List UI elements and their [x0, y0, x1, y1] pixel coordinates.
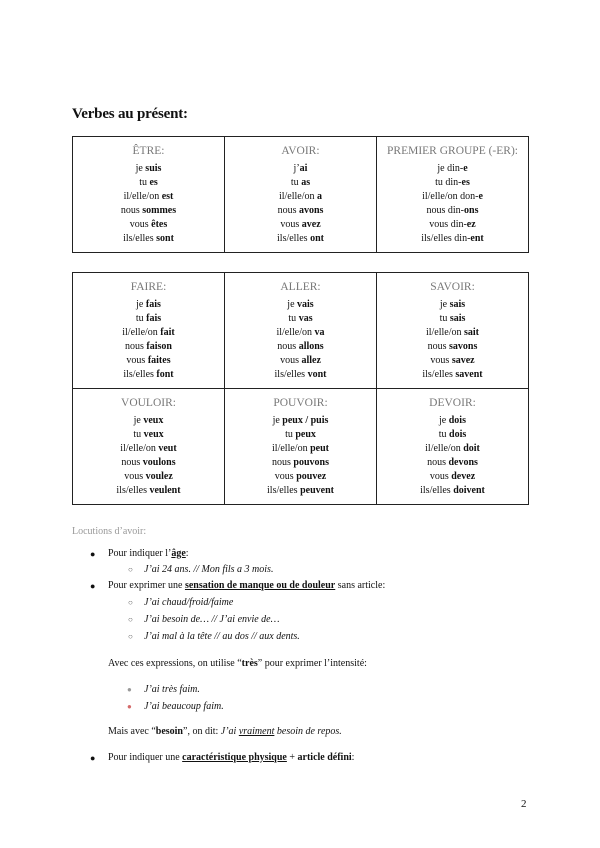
bullet-icon: ●	[90, 581, 96, 591]
verb-form: fais	[145, 299, 161, 310]
verb-form: sont	[156, 233, 174, 244]
verb-form: savez	[451, 355, 475, 366]
verb-heading: DEVOIR:	[429, 397, 476, 409]
table-row	[73, 389, 529, 505]
conjugation-line	[227, 312, 374, 326]
pronoun: vous	[280, 219, 302, 230]
conjugation-line	[227, 298, 374, 312]
pronoun: il/elle/on	[122, 327, 161, 338]
conjugation-line	[227, 470, 374, 484]
verb-cell	[73, 389, 225, 505]
conjugation-line	[75, 218, 222, 232]
pronoun: tu	[135, 313, 147, 324]
pronoun: je	[287, 299, 298, 310]
verb-heading: FAIRE:	[130, 281, 167, 293]
pronoun: ils/elles	[422, 369, 456, 380]
verb-form: ai	[299, 163, 308, 174]
verb-form: avez	[301, 219, 321, 230]
verb-form: es	[461, 177, 470, 188]
verb-cell	[73, 273, 225, 389]
conjugation-line	[379, 298, 526, 312]
verb-heading: PREMIER GROUPE (-ER):	[387, 145, 518, 157]
conjugation-line	[379, 484, 526, 498]
conjugation-line	[227, 428, 374, 442]
conjugation-line	[227, 484, 374, 498]
verb-form: doit	[463, 443, 480, 454]
circle-bullet-icon: ○	[128, 598, 133, 607]
pronoun: ils/elles	[267, 485, 301, 496]
conjugation-line	[379, 204, 526, 218]
conjugation-line	[379, 326, 526, 340]
pronoun: ils/elles	[123, 233, 157, 244]
note-besoin: Mais avec “besoin”, on dit: J’ai vraiment besoin de repos.	[108, 726, 342, 737]
conjugation-line	[379, 470, 526, 484]
verb-form: as	[301, 177, 311, 188]
verb-form: ent	[470, 233, 484, 244]
conjugation-line	[75, 456, 222, 470]
verb-heading: ÊTRE:	[132, 145, 165, 157]
verb-form: dois	[449, 429, 467, 440]
verb-form: dois	[448, 415, 466, 426]
verb-form: devez	[451, 471, 476, 482]
verb-form: a	[317, 191, 323, 202]
pronoun: nous	[427, 457, 449, 468]
pronoun: j’	[293, 163, 300, 174]
verb-cell	[225, 273, 377, 389]
verb-form: peux / puis	[282, 415, 329, 426]
conjugation-table-1	[72, 136, 529, 253]
pronoun: vous	[430, 355, 452, 366]
pronoun: nous	[121, 457, 143, 468]
example-text: J’ai beaucoup faim.	[144, 701, 224, 712]
verb-cell	[377, 389, 529, 505]
verb-form: allons	[298, 341, 324, 352]
verb-form: savons	[449, 341, 478, 352]
verb-form: voulons	[142, 457, 176, 468]
verb-form: sait	[464, 327, 480, 338]
pronoun: ils/elles	[420, 485, 454, 496]
verb-cell	[225, 389, 377, 505]
conjugation-line	[379, 218, 526, 232]
pronoun: tu	[439, 313, 450, 324]
verb-form: ez	[466, 219, 476, 230]
conjugation-line	[379, 368, 526, 382]
example-text: J’ai mal à la tête // au dos // aux dents.	[144, 631, 300, 642]
conjugation-line	[379, 190, 526, 204]
pronoun: je	[272, 415, 283, 426]
conjugation-line	[75, 484, 222, 498]
conjugation-line	[227, 190, 374, 204]
example-text: J’ai besoin de… // J’ai envie de…	[144, 614, 280, 625]
conjugation-line	[75, 442, 222, 456]
conjugation-line	[75, 414, 222, 428]
pronoun: tu din-	[435, 177, 462, 188]
conjugation-line	[379, 340, 526, 354]
verb-form: sais	[449, 299, 466, 310]
verb-form: devons	[448, 457, 478, 468]
table-row	[73, 137, 529, 253]
verb-form: sommes	[142, 205, 177, 216]
conjugation-line	[75, 368, 222, 382]
pronoun: tu	[285, 429, 296, 440]
example-text: J’ai très faim.	[144, 684, 200, 695]
pronoun: nous	[277, 205, 299, 216]
conjugation-line	[75, 204, 222, 218]
verb-form: voulez	[145, 471, 173, 482]
section-label: Locutions d’avoir:	[72, 526, 147, 537]
pronoun: tu	[290, 177, 302, 188]
pronoun: vous	[124, 471, 146, 482]
pronoun: il/elle/on	[278, 191, 318, 202]
conjugation-line	[379, 354, 526, 368]
pronoun: je	[439, 415, 449, 426]
verb-form: peuvent	[300, 485, 334, 496]
verb-form: peut	[310, 443, 329, 454]
conjugation-table-2	[72, 272, 529, 505]
verb-form: ons	[464, 205, 479, 216]
item-text: Pour indiquer l’	[108, 548, 172, 559]
conjugation-line	[227, 456, 374, 470]
verb-form: vas	[298, 313, 313, 324]
pronoun: il/elle/on	[425, 327, 465, 338]
underlined-term: âge	[171, 548, 186, 559]
circle-bullet-icon: ○	[128, 565, 133, 574]
pronoun: tu	[288, 313, 299, 324]
verb-heading: POUVOIR:	[273, 397, 328, 409]
verb-form: va	[314, 327, 325, 338]
pronoun: il/elle/on	[272, 443, 311, 454]
conjugation-line	[227, 354, 374, 368]
pronoun: nous	[120, 205, 143, 216]
conjugation-line	[227, 340, 374, 354]
verb-form: fait	[160, 327, 175, 338]
pronoun: il/elle/on	[276, 327, 315, 338]
circle-bullet-icon: ○	[128, 615, 133, 624]
conjugation-line	[227, 326, 374, 340]
verb-form: ont	[310, 233, 324, 244]
verb-cell	[377, 137, 529, 253]
underlined-term: sensation de manque ou de douleur	[184, 580, 336, 591]
pronoun: il/elle/on	[120, 443, 159, 454]
example-text: J’ai 24 ans. // Mon fils a 3 mois.	[144, 564, 274, 575]
verb-form: faison	[146, 341, 172, 352]
pronoun: nous	[277, 341, 299, 352]
verb-form: est	[161, 191, 174, 202]
conjugation-line	[227, 414, 374, 428]
verb-form: pouvez	[296, 471, 327, 482]
example-text: J’ai chaud/froid/faime	[144, 597, 234, 608]
conjugation-line	[227, 176, 374, 190]
verb-form: sais	[449, 313, 466, 324]
pronoun: tu	[133, 429, 144, 440]
grey-dot-icon: ●	[127, 685, 132, 694]
pronoun: ils/elles	[274, 369, 308, 380]
pronoun: il/elle/on don-	[422, 191, 479, 202]
conjugation-line	[75, 190, 222, 204]
conjugation-line	[75, 312, 222, 326]
conjugation-line	[75, 298, 222, 312]
circle-bullet-icon: ○	[128, 632, 133, 641]
conjugation-line	[227, 162, 374, 176]
verb-form: avons	[298, 205, 324, 216]
conjugation-line	[379, 232, 526, 246]
underlined-term: caractéristique physique	[182, 752, 287, 763]
verb-form: e	[478, 191, 483, 202]
verb-form: veut	[158, 443, 177, 454]
note-tres: Avec ces expressions, on utilise “très” pour exprimer l’intensité:	[108, 658, 367, 669]
verb-heading: AVOIR:	[281, 145, 320, 157]
bullet-icon: ●	[90, 753, 96, 763]
pronoun: il/elle/on	[123, 191, 162, 202]
conjugation-line	[75, 176, 222, 190]
verb-cell	[225, 137, 377, 253]
conjugation-line	[379, 442, 526, 456]
verb-heading: SAVOIR:	[430, 281, 475, 293]
pronoun: je	[136, 299, 146, 310]
red-dot-icon: ●	[127, 702, 132, 711]
conjugation-line	[379, 176, 526, 190]
pronoun: je	[439, 299, 450, 310]
verb-form: font	[156, 369, 174, 380]
verb-form: allez	[301, 355, 321, 366]
pronoun: vous din-	[429, 219, 467, 230]
verb-form: suis	[145, 163, 162, 174]
verb-form: vont	[307, 369, 327, 380]
pronoun: ils/elles	[116, 485, 150, 496]
conjugation-line	[75, 232, 222, 246]
verb-form: e	[463, 163, 468, 174]
verb-form: veulent	[149, 485, 181, 496]
conjugation-line	[227, 204, 374, 218]
pronoun: je	[135, 163, 146, 174]
pronoun: ils/elles	[277, 233, 311, 244]
conjugation-line	[75, 162, 222, 176]
pronoun: je din-	[437, 163, 464, 174]
verb-form: faites	[147, 355, 171, 366]
pronoun: il/elle/on	[425, 443, 464, 454]
verb-heading: VOULOIR:	[121, 397, 176, 409]
conjugation-line	[75, 326, 222, 340]
conjugation-line	[75, 354, 222, 368]
verb-form: savent	[455, 369, 483, 380]
conjugation-line	[75, 470, 222, 484]
verb-form: êtes	[151, 219, 168, 230]
verb-form: veux	[143, 415, 164, 426]
conjugation-line	[75, 340, 222, 354]
conjugation-line	[227, 218, 374, 232]
conjugation-line	[75, 428, 222, 442]
verb-form: veux	[143, 429, 164, 440]
verb-form: fais	[146, 313, 162, 324]
verb-form: peux	[295, 429, 316, 440]
pronoun: nous din-	[426, 205, 465, 216]
conjugation-line	[227, 368, 374, 382]
conjugation-line	[379, 414, 526, 428]
pronoun: nous	[125, 341, 147, 352]
page-number: 2	[521, 798, 527, 810]
pronoun: je	[133, 415, 144, 426]
conjugation-line	[227, 442, 374, 456]
table-row	[73, 273, 529, 389]
conjugation-line	[379, 456, 526, 470]
pronoun: nous	[427, 341, 450, 352]
verb-cell	[73, 137, 225, 253]
pronoun: vous	[274, 471, 297, 482]
pronoun: tu	[438, 429, 450, 440]
pronoun: ils/elles	[123, 369, 157, 380]
pronoun: vous	[429, 471, 452, 482]
pronoun: nous	[272, 457, 294, 468]
pronoun: vous	[280, 355, 302, 366]
verb-form: pouvons	[293, 457, 329, 468]
pronoun: tu	[139, 177, 150, 188]
conjugation-line	[227, 232, 374, 246]
conjugation-line	[379, 428, 526, 442]
pronoun: vous	[126, 355, 148, 366]
verb-form: vais	[297, 299, 314, 310]
page-title: Verbes au présent:	[72, 106, 188, 122]
pronoun: vous	[129, 219, 152, 230]
verb-heading: ALLER:	[280, 281, 321, 293]
conjugation-line	[379, 312, 526, 326]
bullet-icon: ●	[90, 549, 96, 559]
verb-form: es	[149, 177, 158, 188]
pronoun: ils/elles din-	[421, 233, 471, 244]
verb-form: doivent	[453, 485, 485, 496]
conjugation-line	[379, 162, 526, 176]
verb-cell	[377, 273, 529, 389]
